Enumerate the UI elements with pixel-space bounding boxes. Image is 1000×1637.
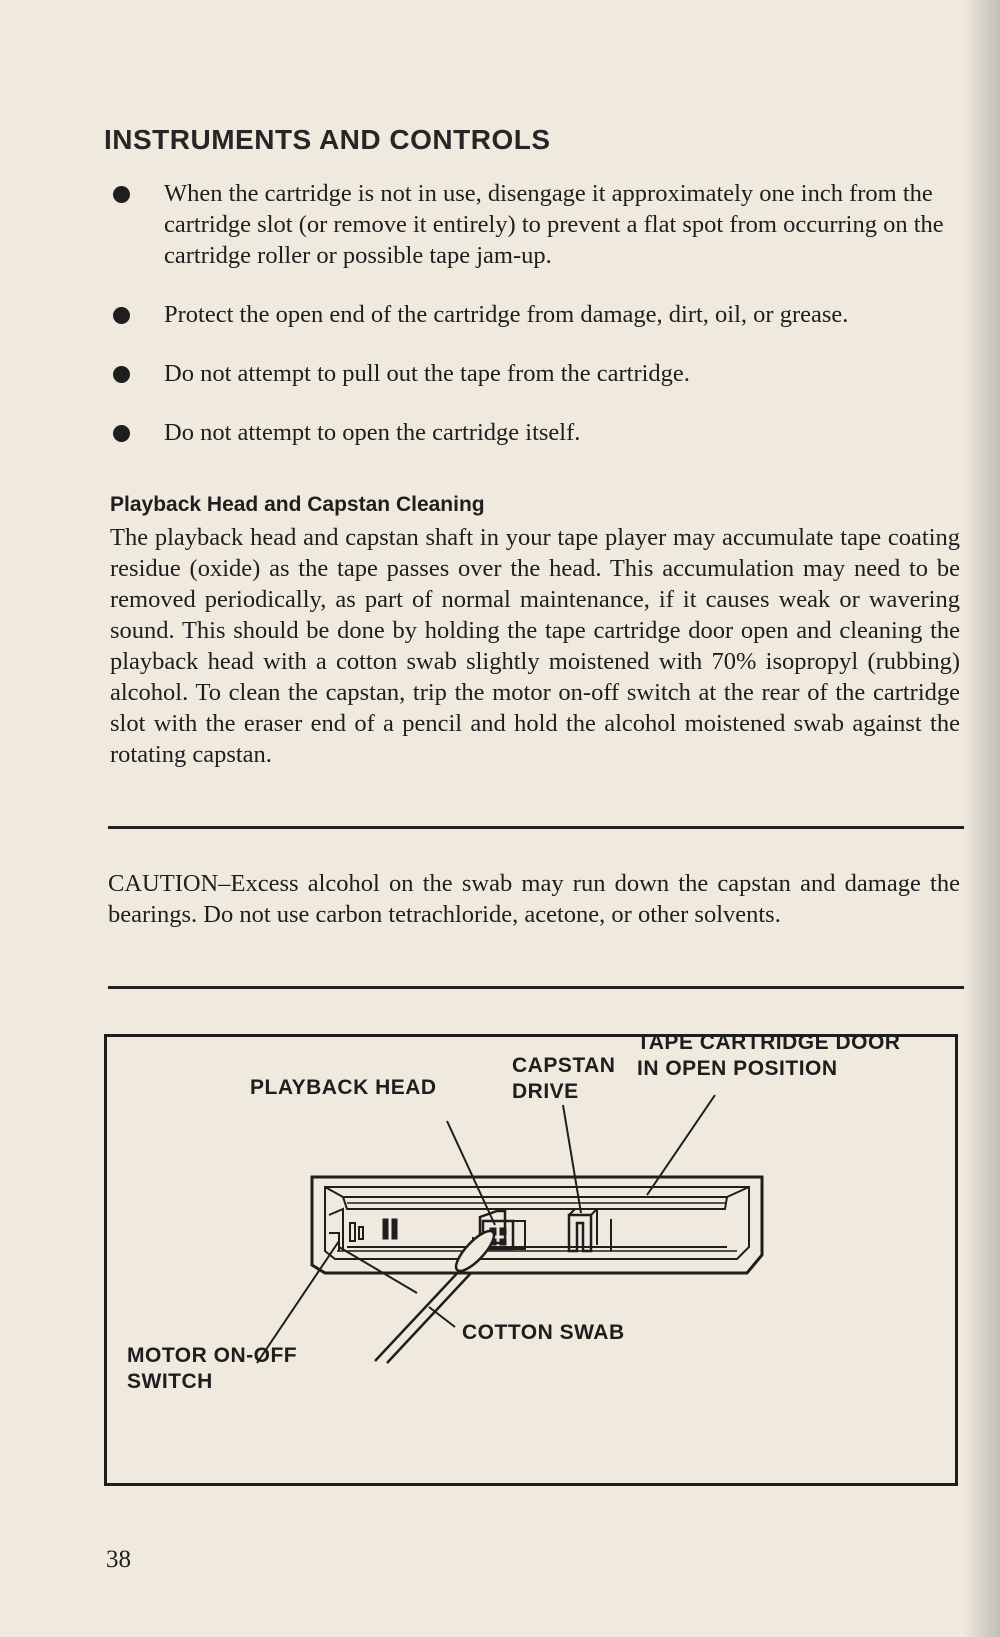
list-item-text: Protect the open end of the cartridge from damage, dirt, oil, or grease. — [164, 301, 849, 328]
label-motor-line1: MOTOR ON-OFF — [127, 1344, 298, 1367]
label-door-line1: TAPE CARTRIDGE DOOR — [637, 1031, 901, 1054]
page-number: 38 — [106, 1546, 131, 1573]
bullet-icon — [113, 307, 130, 324]
bullet-icon — [113, 186, 130, 203]
section-body: The playback head and capstan shaft in your tape player may accumulate tape coating residue (oxide) as the tape passes over the head. This accumulation may need to be removed periodically, as part of normal maintenance, if it causes weak or wavering sound. This should be done by holding the tape cartridge door open and cleaning the playback head with a cotton swab slightly moistened with 70% isopropyl (rubbing) alcohol. To clean the capstan, trip the motor on-off switch at the rear of the cartridge slot with the eraser end of a pencil and hold the alcohol moistened swab against the rotating capstan. — [110, 524, 960, 768]
precautions-list — [110, 178, 970, 476]
cartridge-slot-diagram — [104, 1031, 958, 1486]
label-door-line2: IN OPEN POSITION — [637, 1057, 838, 1080]
list-item — [110, 299, 970, 330]
label-capstan-line1: CAPSTAN — [512, 1054, 616, 1077]
list-item-text: Do not attempt to open the cartridge itself. — [164, 419, 581, 446]
label-cotton-swab: COTTON SWAB — [462, 1321, 625, 1344]
section-heading: Playback Head and Capstan Cleaning — [110, 493, 485, 516]
list-item-text: When the cartridge is not in use, disengage it approximately one inch from the cartridge slot (or remove it entirely) to prevent a flat spot from occurring on the cartridge roller or possible tape jam-up. — [164, 180, 944, 269]
bullet-icon — [113, 366, 130, 383]
label-motor-line2: SWITCH — [127, 1370, 213, 1393]
divider-top — [108, 826, 964, 829]
list-item — [110, 358, 970, 389]
cartridge-slot-illustration — [107, 1037, 961, 1489]
divider-bottom — [108, 986, 964, 989]
list-item-text: Do not attempt to pull out the tape from the cartridge. — [164, 360, 690, 387]
list-item — [110, 178, 970, 271]
caution-note: CAUTION–Excess alcohol on the swab may run down the capstan and damage the bearings. Do not use carbon tetrachloride, acetone, or other solvents. — [108, 870, 960, 928]
page-title: INSTRUMENTS AND CONTROLS — [104, 124, 551, 155]
label-playback-head: PLAYBACK HEAD — [250, 1076, 437, 1099]
list-item — [110, 417, 970, 448]
bullet-icon — [113, 425, 130, 442]
label-capstan-line2: DRIVE — [512, 1080, 579, 1103]
